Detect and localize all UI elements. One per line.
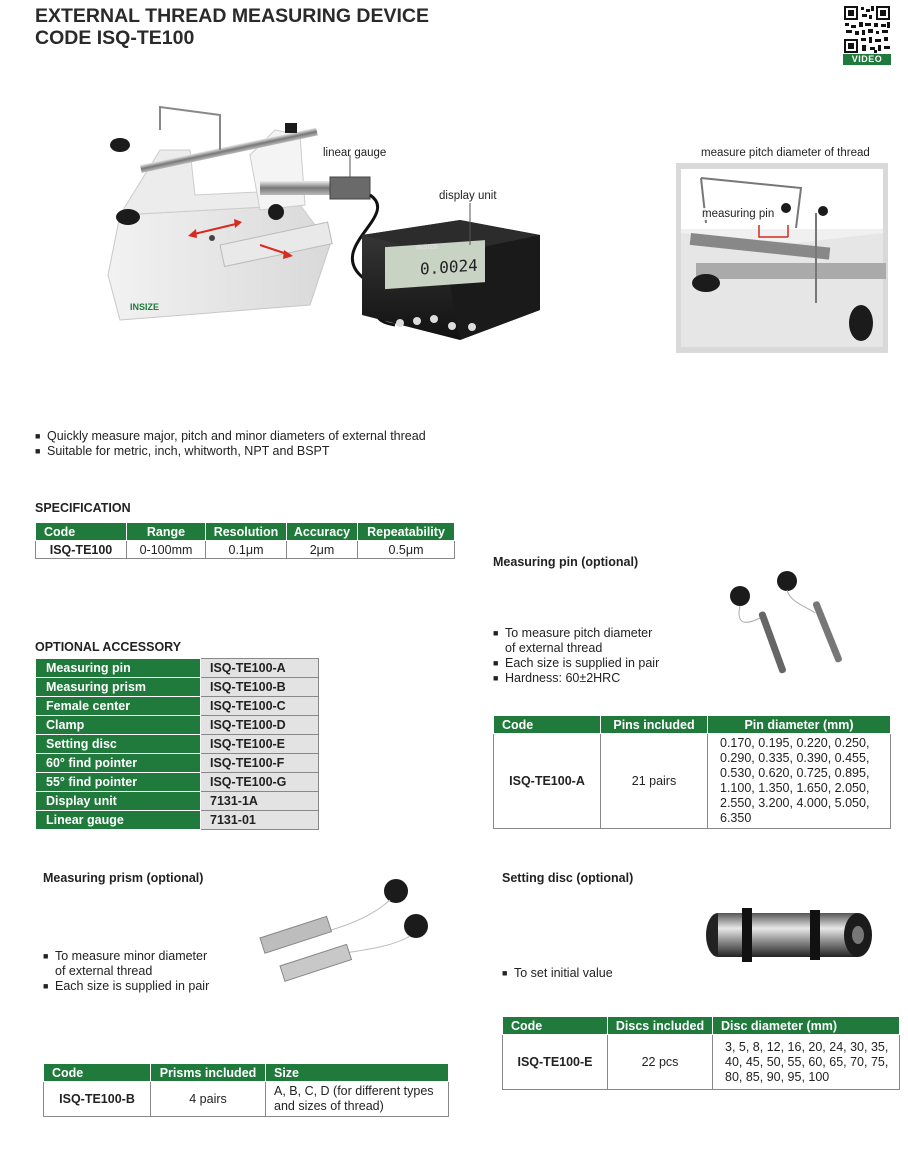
accessory-name: Clamp [36,716,201,735]
qr-video-label: VIDEO [843,54,891,65]
callout-linear-gauge: linear gauge [323,147,387,159]
accessory-name: Display unit [36,792,201,811]
setting-disc-photo [700,900,880,970]
device-main-photo [100,95,560,360]
bullet-item: ■ To measure minor diameter [43,949,208,963]
prism-row [44,1082,449,1117]
measuring-prism-table [43,1063,449,1117]
accessory-name: 60° find pointer [36,754,201,773]
base-brand: INSIZE [130,302,160,312]
optional-accessory-heading: OPTIONAL ACCESSORY [35,640,182,654]
spec-header: Range [127,523,206,541]
disc-header: Discs included [608,1017,713,1035]
spec-row [36,541,455,559]
title-line-1: EXTERNAL THREAD MEASURING DEVICE [35,5,430,27]
accessory-row [36,754,319,773]
setting-disc-heading: Setting disc (optional) [502,871,634,885]
spec-header: Resolution [206,523,287,541]
accessory-name: Setting disc [36,735,201,754]
accessory-name: Linear gauge [36,811,201,830]
spec-header: Repeatability [358,523,455,541]
spec-range: 0-100mm [127,541,206,559]
disc-header: Disc diameter (mm) [713,1017,900,1035]
accessory-row [36,697,319,716]
spec-header: Accuracy [287,523,358,541]
bullet-continuation: of external thread [55,964,153,978]
bullet-icon: ■ [493,658,499,668]
disc-header: Code [503,1017,608,1035]
pin-header: Code [494,716,601,734]
pin-row [494,734,891,829]
bullet-icon: ■ [43,981,49,991]
measuring-prism-bullets [43,949,209,994]
prism-code: ISQ-TE100-B [44,1082,151,1117]
accessory-row [36,716,319,735]
display-reading: 0.0024 [420,255,478,279]
qr-code-video[interactable] [843,5,891,65]
accessory-row [36,792,319,811]
prism-header: Prisms included [151,1064,266,1082]
prism-header: Size [266,1064,449,1082]
display-brand: INSIZE [416,243,439,252]
accessory-code: 7131-1A [201,792,319,811]
inset-photo [676,163,888,353]
accessory-row [36,735,319,754]
accessory-code: ISQ-TE100-C [201,697,319,716]
accessory-name: 55° find pointer [36,773,201,792]
disc-row [503,1035,900,1090]
accessory-code: 7131-01 [201,811,319,830]
pin-diameters: 0.170, 0.195, 0.220, 0.250, 0.290, 0.335, 0.390, 0.455, 0.530, 0.620, 0.725, 0.895, 1.100, 1.350, 1.650, 2.050, 2.550, 3.200, 4.000, 5.050, 6.350 [708,734,891,829]
bullet-continuation: of external thread [505,641,603,655]
bullet-item: ■ Each size is supplied in pair [43,979,210,993]
callout-display-unit: display unit [439,190,497,202]
specification-heading: SPECIFICATION [35,501,131,515]
pin-header: Pin diameter (mm) [708,716,891,734]
disc-code: ISQ-TE100-E [503,1035,608,1090]
spec-accuracy: 2μm [287,541,358,559]
inset-callout-measuring-pin: measuring pin [702,208,775,220]
prism-included: 4 pairs [151,1082,266,1117]
feature-list [35,429,426,459]
setting-disc-table [502,1016,900,1090]
accessory-row [36,811,319,830]
accessory-row [36,678,319,697]
accessory-table [35,658,319,830]
feature-item: ■ Suitable for metric, inch, whitworth, NPT and BSPT [35,444,330,458]
accessory-code: ISQ-TE100-B [201,678,319,697]
pin-included: 21 pairs [601,734,708,829]
spec-repeatability: 0.5μm [358,541,455,559]
pin-code: ISQ-TE100-A [494,734,601,829]
disc-included: 22 pcs [608,1035,713,1090]
accessory-code: ISQ-TE100-E [201,735,319,754]
measuring-pin-heading: Measuring pin (optional) [493,555,639,569]
measuring-prism-photo [250,878,440,986]
bullet-icon: ■ [502,968,508,978]
accessory-code: ISQ-TE100-D [201,716,319,735]
bullet-icon: ■ [43,951,49,961]
bullet-item: ■ Hardness: 60±2HRC [493,671,621,685]
bullet-icon: ■ [493,628,499,638]
accessory-name: Measuring pin [36,659,201,678]
accessory-row [36,659,319,678]
spec-resolution: 0.1μm [206,541,287,559]
pin-header: Pins included [601,716,708,734]
bullet-icon: ■ [35,446,41,456]
spec-code: ISQ-TE100 [36,541,127,559]
bullet-item: ■ To measure pitch diameter [493,626,653,640]
title-line-2: CODE ISQ-TE100 [35,27,195,49]
prism-size: A, B, C, D (for different types and sizes of thread) [266,1082,449,1117]
bullet-item: ■ To set initial value [502,966,613,980]
accessory-name: Measuring prism [36,678,201,697]
specification-table [35,522,455,559]
bullet-icon: ■ [35,431,41,441]
page-title [35,5,429,49]
inset-caption: measure pitch diameter of thread [701,147,870,159]
disc-diameters: 3, 5, 8, 12, 16, 20, 24, 30, 35, 40, 45, 50, 55, 60, 65, 70, 75, 80, 85, 90, 95, 100 [713,1035,900,1090]
bullet-item: ■ Each size is supplied in pair [493,656,660,670]
measuring-pin-photo [720,568,880,680]
accessory-code: ISQ-TE100-A [201,659,319,678]
measuring-pin-table [493,715,891,829]
setting-disc-bullets [502,966,613,981]
accessory-code: ISQ-TE100-F [201,754,319,773]
accessory-name: Female center [36,697,201,716]
spec-header: Code [36,523,127,541]
accessory-row [36,773,319,792]
bullet-icon: ■ [493,673,499,683]
feature-item: ■ Quickly measure major, pitch and minor diameters of external thread [35,429,426,443]
qr-code-icon [843,5,891,54]
measuring-prism-heading: Measuring prism (optional) [43,871,204,885]
accessory-code: ISQ-TE100-G [201,773,319,792]
prism-header: Code [44,1064,151,1082]
measuring-pin-bullets [493,626,659,686]
